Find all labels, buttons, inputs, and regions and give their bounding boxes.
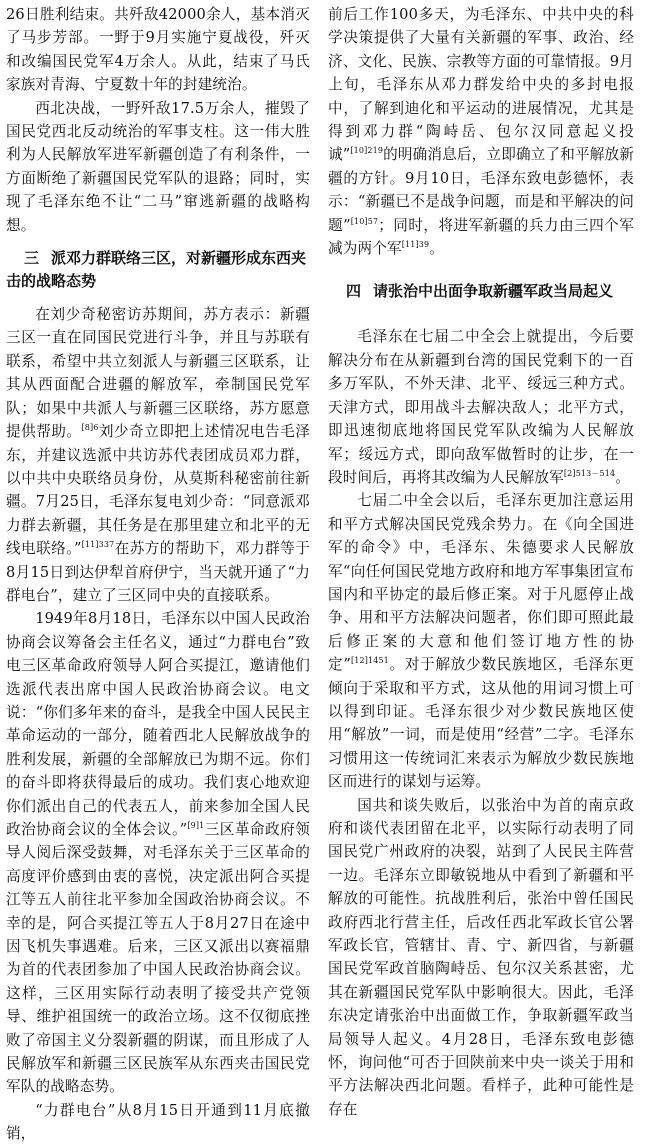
text-run: 前后工作100多天，为毛泽东、中共中央的科学决策提供了大量有关新疆的军事、政治、经济、文化、民族、宗教等方面的可靠情报。9月上旬，毛泽东从邓力群发给中央的多封电报中，了解到迪化和平运动的进展情况，尤其是得到邓力群“陶峙岳、包尔汉同意起义投诚” [328, 6, 634, 164]
citation: [9]1 [187, 821, 205, 831]
paragraph [328, 325, 634, 489]
text-run: 在苏方的帮助下，邓力群等于8月15日到达伊犁首府伊宁，当天就开通了“力群电台”，建立了三区同中央的直接联系。 [6, 540, 311, 604]
text-run: 的明确消息后，立即确立了和平解放新疆的方针。9月10日，毛泽东致电彭德怀，表示：“新疆已不是战争问题，而是和平解决的问题” [328, 146, 634, 234]
citation: [8]6 [81, 423, 99, 433]
right-column [328, 3, 634, 1118]
text-run: 1949年8月18日，毛泽东以中国人民政治协商会议筹备会主任名义，通过“力群电台”致电三区革命政府领导人阿合买提江，邀请他们选派代表出席中国人民政治协商会议。电文说：“你们多年来的奋斗，是我全中国人民民主革命运动的一部分，随着西北人民解放战争的胜利发展，新疆的全部解放已为期不远。你们的奋斗即将获得最后的成功。我们衷心地欢迎你们派出自己的代表五人，前来参加全国人民政治协商会议的全体会议。” [6, 610, 310, 838]
paragraph [6, 303, 310, 607]
text-run: 三区革命政府领导人阅后深受鼓舞，对毛泽东关于三区革命的高度评价感到由衷的喜悦，决定派出阿合买提江等五人前往北平参加全国政治协商会议。不幸的是，阿合买提江等五人于8月27日在途中因飞机失事遇难。后来，三区又派出以赛福鼎为首的代表团参加了中国人民政治协商会议。这样，三区用实际行动表明了接受共产党领导、维护祖国统一的政治立场。这不仅彻底挫败了帝国主义分裂新疆的阴谋，而且形成了人民解放军和新疆三区民族军从东西夹击国民党军队的战略态势。 [6, 821, 310, 1096]
paragraph: “力群电台”从8月15日开通到11月底撤销， [6, 1101, 310, 1143]
citation: [11]39 [401, 240, 430, 250]
citation: [11]337 [81, 540, 115, 550]
text-run: ；同时，将进军新疆的兵力由三四个军减为两个军 [328, 216, 634, 258]
text-run: 在刘少奇秘密访苏期间，苏方表示：新疆三区一直在同国民党进行斗争，并且与苏联有联系，希望中共立刻派人与新疆三区联系，让其从西面配合进疆的解放军，牵制国民党军队；如果中共派人与新疆三区联络，苏方愿意提供帮助。 [6, 306, 310, 441]
paragraph: 西北决战，一野歼敌17.5万余人，摧毁了国民党西北反动统治的军事支柱。这一伟大胜利为人民解放军进军新疆创造了有利条件，一方面断绝了新疆国民党军队的退路；同时，实现了毛泽东绝不让“二马”窜逃新疆的战略构想。 [6, 99, 310, 234]
citation: [2]513－514 [563, 469, 616, 479]
section-number: 三 [24, 249, 40, 268]
left-column [6, 3, 311, 1143]
text-run: 。 [429, 240, 444, 258]
text-run: 七届二中全会以后，毛泽东更加注意运用和平方式解决国民党残余势力。在《向全国进军的命令》中，毛泽东、朱德要求人民解放军“向任何国民党地方政府和地方军事集团宣布国内和平协定的最后修正案。对于凡愿停止战争、用和平方法解决问题者，你们即可照此最后修正案的大意和他们签订地方性的协定” [328, 492, 634, 674]
section-heading-3 [6, 247, 310, 293]
text-run: 毛泽东在七届二中全会上就提出，今后要解决分布在从新疆到台湾的国民党剩下的一百多万军队，不外天津、北平、绥远三种方式。天津方式，即用战斗去解决敌人；北平方式，即迅速彻底地将国民党军队改编为人民解放军；绥远方式，即向敌军做暂时的让步，在一段时间后，再将其改编为人民解放军 [328, 328, 634, 486]
text-run: 刘少奇立即把上述情况电告毛泽东，并建议选派中共访苏代表团成员邓力群，以中共中央联络员身份，从莫斯科秘密前往新疆。7月25日，毛泽东复电刘少奇：“同意派邓力群去新疆，其任务是在那里建立和北平的无线电联络。” [6, 423, 310, 558]
section-heading-4 [328, 280, 634, 303]
paragraph: 国共和谈失败后，以张治中为首的南京政府和谈代表团留在北平，以实际行动表明了同国民党广州政府的决裂，站到了人民民主阵营一边。毛泽东立即敏锐地从中看到了新疆和平解放的可能性。抗战胜利后，张治中曾任国民政府西北行营主任，后改任西北军政长官公署军政长官，管辖甘、青、宁、新四省，与新疆国民党军政首脑陶峙岳、包尔汉关系甚密，尤其在新疆国民党军队中影响很大。因此，毛泽东决定请张治中出面做工作，争取新疆军政当局领导人起义。4月28日，毛泽东致电彭德怀，询问他“可否于回陕前来中央一谈关于用和平方法解决西北问题。看样子，此种可能性是存在 [328, 796, 634, 1118]
paragraph: 26日胜利结束。共歼敌42000余人，基本消灭了马步芳部。一野于9月实施宁夏战役，歼灭和改编国民党军4万余人。从此，结束了马氏家族对青海、宁夏数十年的封建统治。 [6, 6, 310, 94]
citation: [10]219 [350, 146, 384, 156]
paragraph [328, 489, 634, 793]
section-number: 四 [346, 282, 362, 301]
paragraph [328, 3, 634, 260]
section-title: 派邓力群联络三区，对新疆形成东西夹击的战略态势 [6, 249, 307, 291]
text-run: 。对于解放少数民族地区，毛泽东更倾向于采取和平方式，这从他的用词习惯上可以得到印证。毛泽东很少对少数民族地区使用“解放”一词，而是使用“经营”二字。毛泽东习惯用这一传统词汇来表示为解放少数民族地区而进行的谋划与运筹。 [328, 656, 634, 791]
section-title: 请张治中出面争取新疆军政当局起义 [373, 282, 614, 301]
paragraph [6, 607, 310, 1099]
citation: [12]1451 [350, 656, 389, 666]
citation: [10]57 [350, 216, 379, 226]
text-run: 。 [615, 468, 631, 486]
